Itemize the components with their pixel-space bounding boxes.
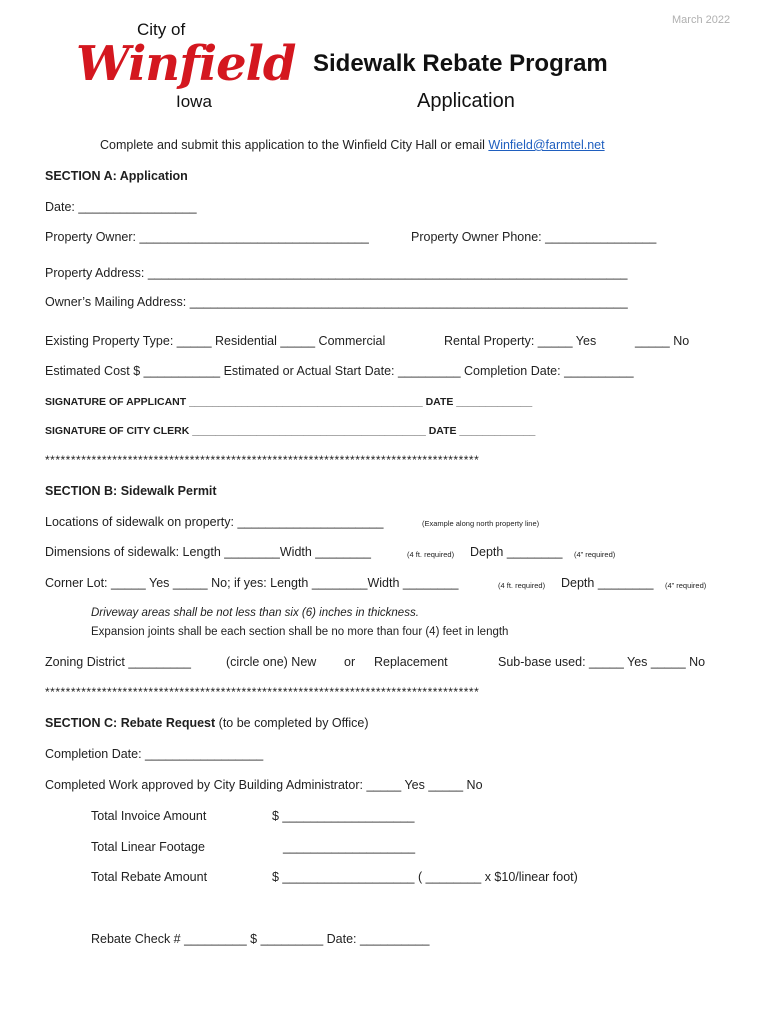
- linear-footage-field[interactable]: ___________________: [283, 840, 416, 854]
- section-b-heading: SECTION B: Sidewalk Permit: [45, 484, 217, 498]
- corner-lot-field[interactable]: Corner Lot: _____ Yes _____ No; if yes: Length ________Width ________: [45, 576, 459, 590]
- logo-city-of: City of: [137, 20, 186, 39]
- dimensions-field[interactable]: Dimensions of sidewalk: Length ________Width ________: [45, 545, 371, 559]
- property-type-field[interactable]: Existing Property Type: _____ Residential _____ Commercial: [45, 334, 386, 348]
- work-approved-field[interactable]: Completed Work approved by City Building Administrator: _____ Yes _____ No: [45, 778, 483, 792]
- subbase-field[interactable]: Sub-base used: _____ Yes _____ No: [498, 655, 706, 669]
- corner-width-required-note: (4 ft. required): [498, 581, 546, 590]
- depth-field[interactable]: Depth ________: [470, 545, 563, 559]
- property-owner-field[interactable]: Property Owner: _________________________________: [45, 230, 369, 244]
- page-subtitle: Application: [417, 90, 515, 112]
- corner-depth-field[interactable]: Depth ________: [561, 576, 654, 590]
- applicant-signature[interactable]: SIGNATURE OF APPLICANT ________________________________________ DATE _____________: [45, 396, 533, 408]
- zoning-district-field[interactable]: Zoning District _________: [45, 655, 191, 669]
- corner-depth-required-note: (4” required): [665, 581, 707, 590]
- section-c-heading-line: [45, 716, 369, 730]
- date-field[interactable]: Date: _________________: [45, 200, 197, 214]
- cost-dates-field[interactable]: Estimated Cost $ ___________ Estimated or Actual Start Date: _________ Completion Date: __________: [45, 364, 634, 378]
- logo-iowa: Iowa: [176, 92, 212, 111]
- width-required-note: (4 ft. required): [407, 550, 455, 559]
- logo-winfield: Winfield: [76, 36, 296, 92]
- section-c-note: (to be completed by Office): [218, 716, 369, 730]
- invoice-amount-label: Total Invoice Amount: [91, 809, 207, 823]
- invoice-amount-field[interactable]: $ ___________________: [272, 809, 415, 823]
- driveway-note: Driveway areas shall be not less than six (6) inches in thickness.: [91, 607, 419, 619]
- rental-property-no[interactable]: _____ No: [635, 334, 690, 348]
- rebate-check-field[interactable]: Rebate Check # _________ $ _________ Date: __________: [91, 932, 430, 946]
- location-example-note: (Example along north property line): [422, 519, 540, 528]
- replacement-option[interactable]: Replacement: [374, 655, 448, 669]
- completion-date-field[interactable]: Completion Date: _________________: [45, 747, 264, 761]
- intro-text: Complete and submit this application to the Winfield City Hall or email: [100, 138, 485, 152]
- owner-phone-field[interactable]: Property Owner Phone: ________________: [411, 230, 657, 244]
- expansion-joints-note: Expansion joints shall be each section shall be no more than four (4) feet in length: [91, 626, 509, 638]
- property-address-field[interactable]: Property Address: _____________________________________________________________________: [45, 266, 628, 280]
- section-a-heading: SECTION A: Application: [45, 169, 188, 183]
- mailing-address-field[interactable]: Owner’s Mailing Address: _______________________________________________________________: [45, 295, 628, 309]
- divider-2: ************************************************************************************: [45, 685, 480, 699]
- depth-required-note: (4” required): [574, 550, 616, 559]
- section-c-heading: SECTION C: Rebate Request: [45, 716, 216, 730]
- sidewalk-location-field[interactable]: Locations of sidewalk on property: _____________________: [45, 515, 384, 529]
- intro-line: [100, 138, 605, 152]
- rebate-amount-field[interactable]: $ ___________________ ( ________ x $10/linear foot): [272, 870, 578, 884]
- linear-footage-label: Total Linear Footage: [91, 840, 205, 854]
- divider-1: ************************************************************************************: [45, 453, 480, 467]
- rebate-amount-label: Total Rebate Amount: [91, 870, 208, 884]
- clerk-signature[interactable]: SIGNATURE OF CITY CLERK ________________________________________ DATE _____________: [45, 425, 536, 437]
- page-title: Sidewalk Rebate Program: [313, 50, 608, 77]
- circle-one-new[interactable]: (circle one) New: [226, 655, 317, 669]
- email-link[interactable]: Winfield@farmtel.net: [488, 138, 605, 152]
- or-label: or: [344, 655, 356, 669]
- rental-property-yes[interactable]: Rental Property: _____ Yes: [444, 334, 597, 348]
- date-stamp: March 2022: [672, 14, 731, 26]
